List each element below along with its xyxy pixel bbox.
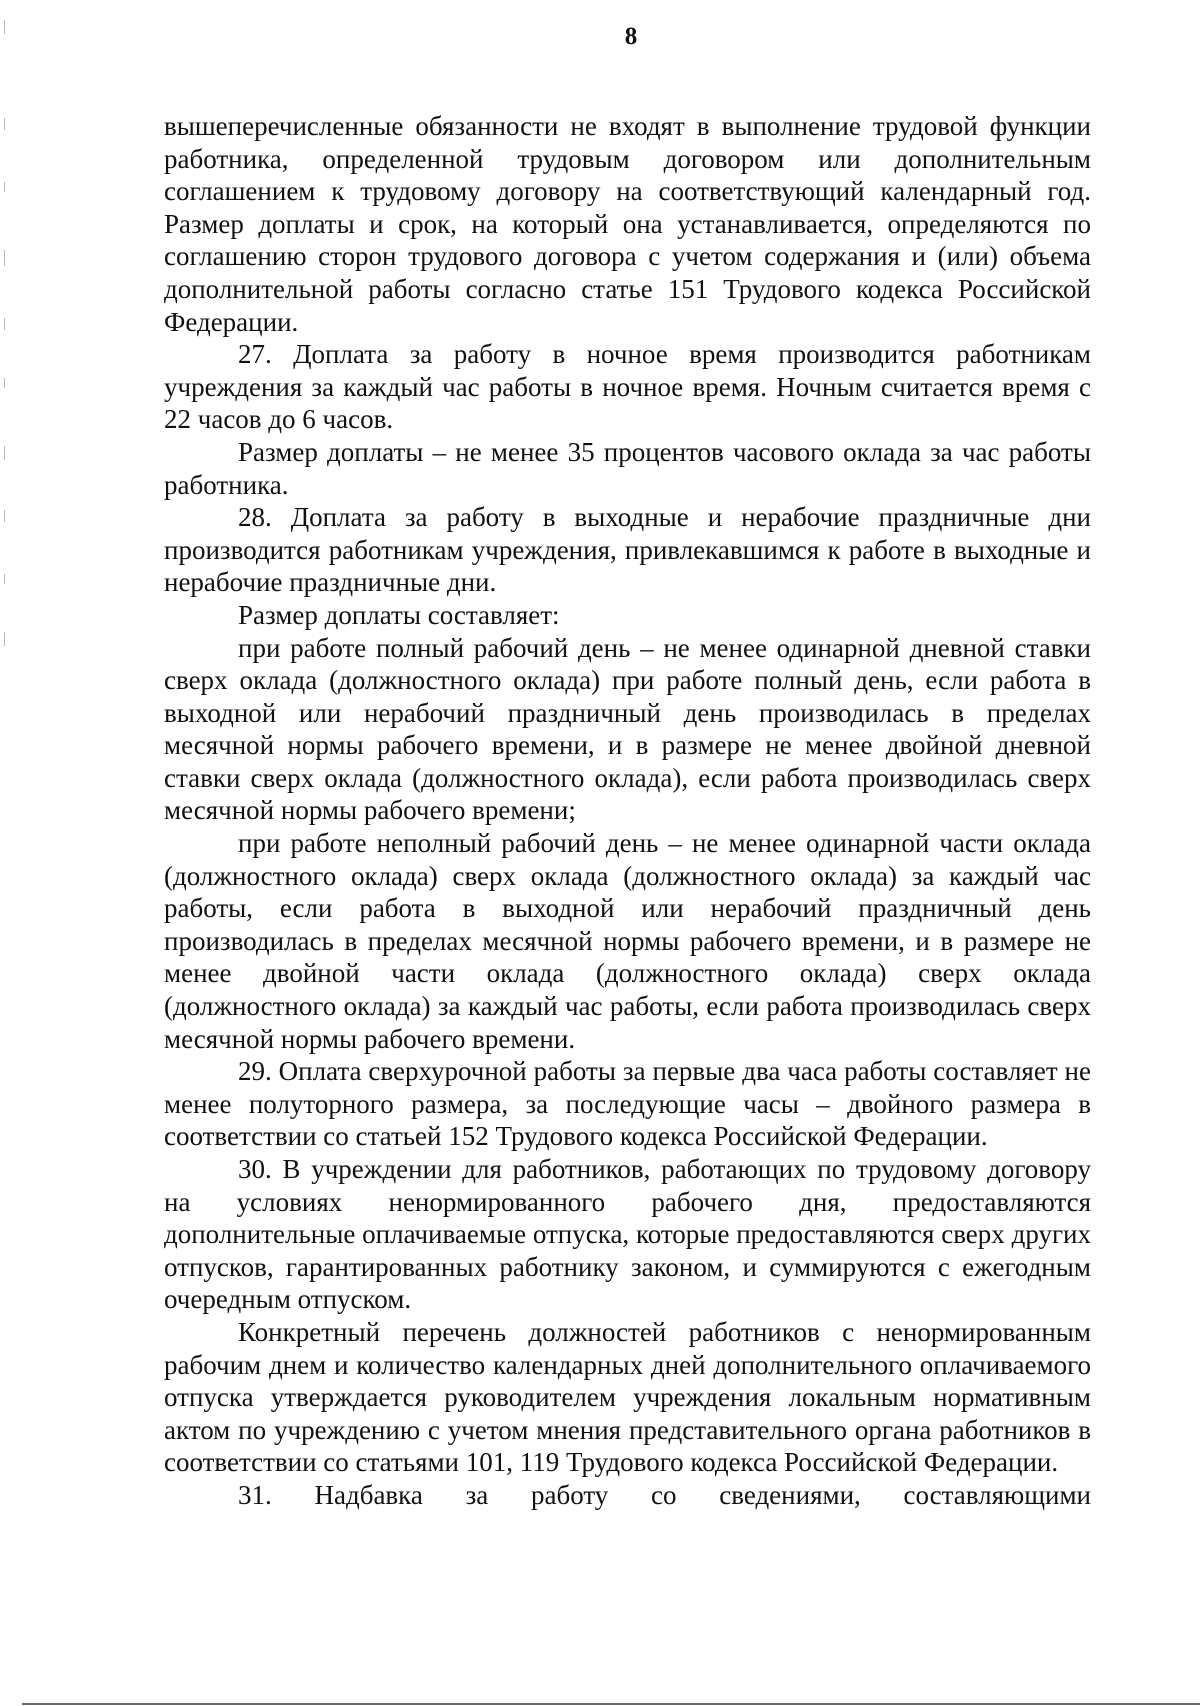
scan-edge-marks xyxy=(4,0,6,1706)
paragraph-30: 30. В учреждении для работников, работающих по трудовому договору на условиях ненормированного рабочего дня, предоставляются дополнительные оплачиваемые отпуска, которые предоставляются сверх других отпусков, гарантированных работнику законом, и суммируются с ежегодным очередным отпуском. xyxy=(164,1154,1091,1315)
paragraph-28-full-day: при работе полный рабочий день – не менее одинарной дневной ставки сверх оклада (должностного оклада) при работе полный день, если работа в выходной или нерабочий праздничный день производилась в пределах месячной нормы рабочего времени, и в размере не менее двойной дневной ставки сверх оклада (должностного оклада), если работа производилась сверх месячной нормы рабочего времени; xyxy=(164,632,1091,826)
paragraph-28-rate-intro: Размер доплаты составляет: xyxy=(238,599,560,630)
scan-bottom-edge xyxy=(22,1703,1200,1705)
paragraph-continuation: вышеперечисленные обязанности не входят в выполнение трудовой функции работника, определенной трудовым договором или дополнительным соглашением к трудовому договору на соответствующий календарный год. Размер доплаты и срок, на который она устанавливается, определяются по соглашению сторон трудового договора с учетом содержания и (или) объема дополнительной работы согласно статье 151 Трудового кодекса Российской Федерации. xyxy=(164,111,1091,337)
paragraph-27: 27. Доплата за работу в ночное время производится работникам учреждения за каждый час работы в ночное время. Ночным считается время с 22 часов до 6 часов. xyxy=(164,339,1091,435)
paragraph-27-rate: Размер доплаты – не менее 35 процентов часового оклада за час работы работника. xyxy=(164,436,1091,500)
page-number: 8 xyxy=(624,23,638,50)
document-body xyxy=(164,110,1091,1512)
paragraph-31: 31. Надбавка за работу со сведениями, составляющими xyxy=(238,1479,1091,1510)
paragraph-29: 29. Оплата сверхурочной работы за первые два часа работы составляет не менее полуторного размера, за последующие часы – двойного размера в соответствии со статьей 152 Трудового кодекса Российской Федерации. xyxy=(164,1056,1091,1152)
paragraph-28: 28. Доплата за работу в выходные и нерабочие праздничные дни производится работникам учреждения, привлекавшимся к работе в выходные и нерабочие праздничные дни. xyxy=(164,502,1091,598)
paragraph-30-list: Конкретный перечень должностей работников с ненормированным рабочим днем и количество календарных дней дополнительного оплачиваемого отпуска утверждается руководителем учреждения локальным нормативным актом по учреждению с учетом мнения представительного органа работников в соответствии со статьями 101, 119 Трудового кодекса Российской Федерации. xyxy=(164,1316,1091,1478)
paragraph-28-part-day: при работе неполный рабочий день – не менее одинарной части оклада (должностного оклада) сверх оклада (должностного оклада) за каждый час работы, если работа в выходной или нерабочий праздничный день производилась в пределах месячной нормы рабочего времени, и в размере не менее двойной части оклада (должностного оклада) сверх оклада (должностного оклада) за каждый час работы, если работа производилась сверх месячной нормы рабочего времени. xyxy=(164,828,1091,1054)
